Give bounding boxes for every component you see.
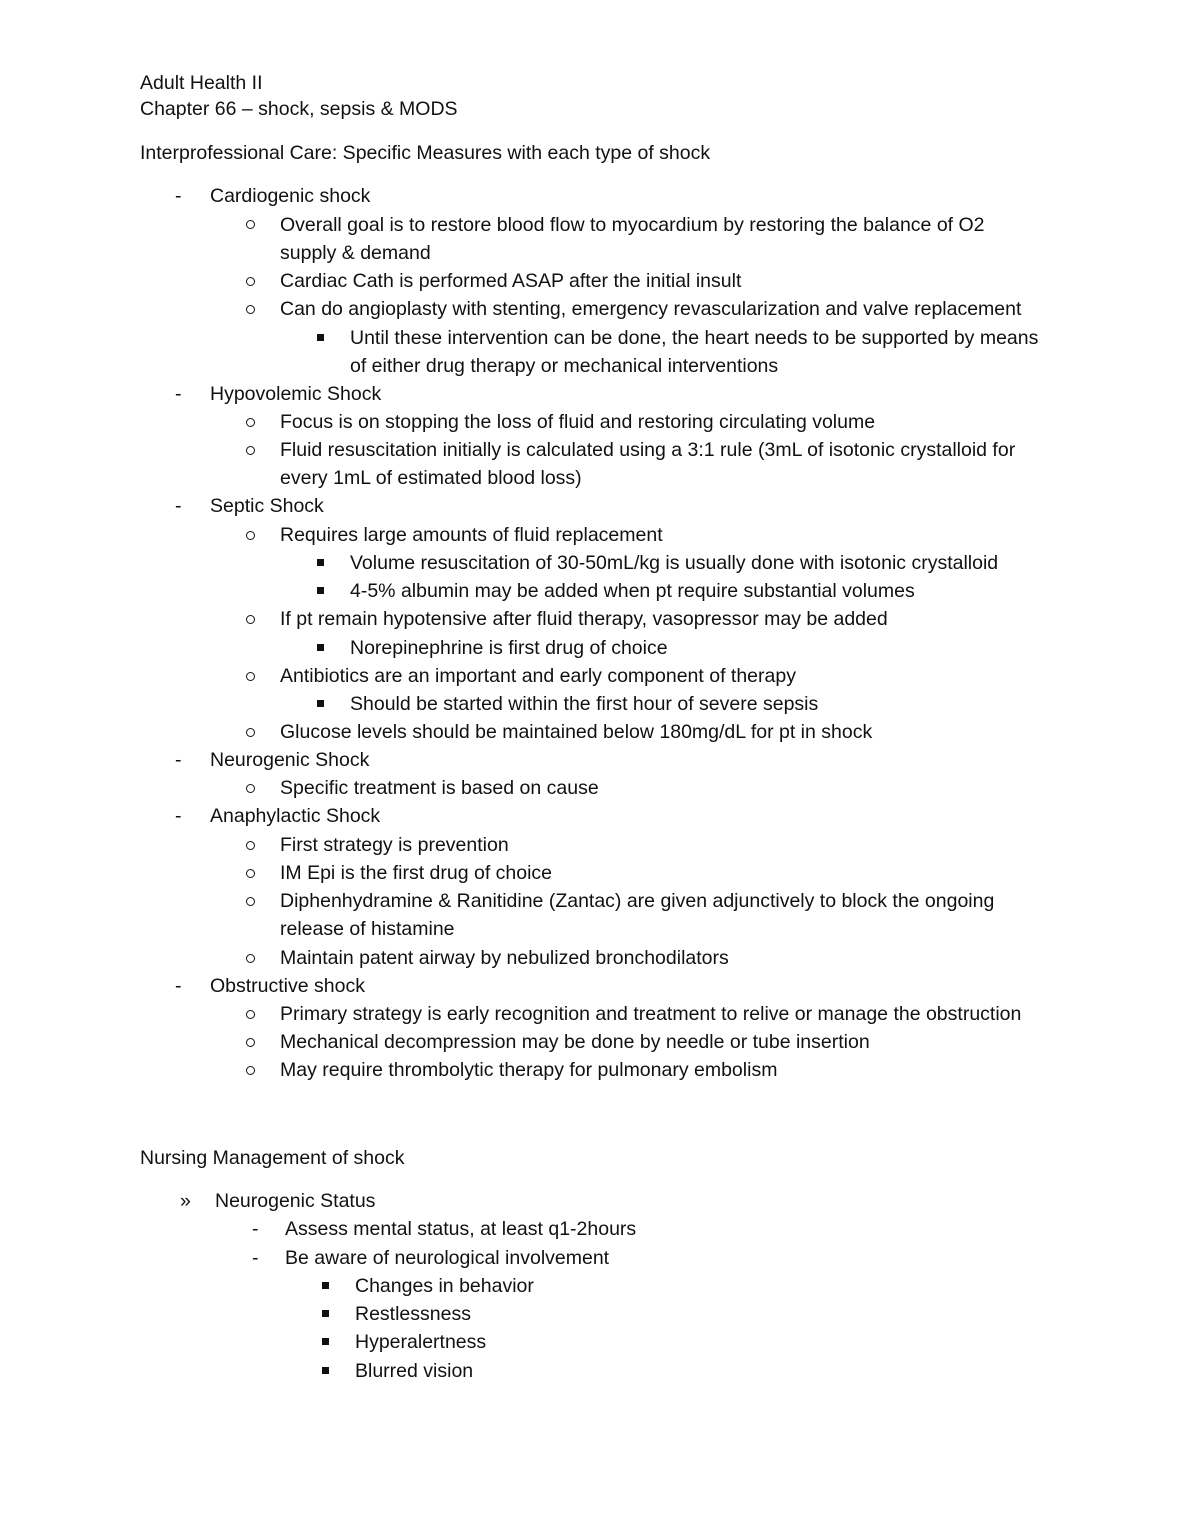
list-item: Cardiac Cath is performed ASAP after the initial insult — [280, 270, 742, 292]
square-bullet — [317, 700, 324, 707]
list-item: Assess mental status, at least q1-2hours — [285, 1218, 637, 1240]
circle-bullet — [246, 784, 255, 793]
section-title-interprofessional: Interprofessional Care: Specific Measures with each type of shock — [140, 142, 711, 164]
circle-bullet — [246, 1066, 255, 1075]
dash-bullet: - — [175, 749, 182, 771]
chapter-title: Chapter 66 – shock, sepsis & MODS — [140, 98, 458, 120]
square-bullet — [322, 1367, 329, 1374]
square-bullet — [317, 644, 324, 651]
dash-bullet: - — [175, 805, 182, 827]
circle-bullet — [246, 220, 255, 229]
list-item: Focus is on stopping the loss of fluid and restoring circulating volume — [280, 411, 876, 433]
heading-anaphylactic: Anaphylactic Shock — [210, 805, 381, 827]
list-item: Specific treatment is based on cause — [280, 777, 599, 799]
sub-list-item-continued: of either drug therapy or mechanical interventions — [350, 355, 779, 377]
dash-bullet: - — [252, 1218, 259, 1240]
circle-bullet — [246, 841, 255, 850]
list-item: Antibiotics are an important and early component of therapy — [280, 665, 796, 687]
list-item: IM Epi is the first drug of choice — [280, 862, 553, 884]
dash-bullet: - — [175, 975, 182, 997]
list-item-continued: supply & demand — [280, 242, 431, 264]
heading-obstructive: Obstructive shock — [210, 975, 365, 997]
sub-list-item: Norepinephrine is first drug of choice — [350, 637, 668, 659]
square-bullet — [317, 587, 324, 594]
list-item-continued: release of histamine — [280, 918, 455, 940]
sub-list-item: 4-5% albumin may be added when pt require substantial volumes — [350, 580, 915, 602]
list-item: First strategy is prevention — [280, 834, 509, 856]
square-bullet — [322, 1282, 329, 1289]
circle-bullet — [246, 531, 255, 540]
heading-neurogenic: Neurogenic Shock — [210, 749, 370, 771]
course-title: Adult Health II — [140, 72, 263, 94]
sub-list-item: Volume resuscitation of 30-50mL/kg is usually done with isotonic crystalloid — [350, 552, 999, 574]
dash-bullet: - — [175, 383, 182, 405]
circle-bullet — [246, 615, 255, 624]
arrow-bullet: » — [180, 1190, 191, 1212]
circle-bullet — [246, 1038, 255, 1047]
list-item: Overall goal is to restore blood flow to myocardium by restoring the balance of O2 — [280, 214, 985, 236]
list-item: Glucose levels should be maintained below 180mg/dL for pt in shock — [280, 721, 873, 743]
list-item: Be aware of neurological involvement — [285, 1247, 610, 1269]
dash-bullet: - — [252, 1247, 259, 1269]
heading-septic: Septic Shock — [210, 495, 324, 517]
list-item: Requires large amounts of fluid replacement — [280, 524, 663, 546]
list-item: Fluid resuscitation initially is calculated using a 3:1 rule (3mL of isotonic crystalloid for — [280, 439, 1016, 461]
list-item: Maintain patent airway by nebulized bronchodilators — [280, 947, 729, 969]
heading-cardiogenic: Cardiogenic shock — [210, 185, 371, 207]
square-bullet — [317, 559, 324, 566]
heading-neurogenic-status: Neurogenic Status — [215, 1190, 376, 1212]
circle-bullet — [246, 418, 255, 427]
square-bullet — [322, 1310, 329, 1317]
dash-bullet: - — [175, 185, 182, 207]
list-item: Can do angioplasty with stenting, emergency revascularization and valve replacement — [280, 298, 1022, 320]
list-item: May require thrombolytic therapy for pulmonary embolism — [280, 1059, 778, 1081]
circle-bullet — [246, 672, 255, 681]
list-item: If pt remain hypotensive after fluid therapy, vasopressor may be added — [280, 608, 888, 630]
sub-list-item: Until these intervention can be done, the heart needs to be supported by means — [350, 327, 1039, 349]
square-bullet — [322, 1338, 329, 1345]
list-item-continued: every 1mL of estimated blood loss) — [280, 467, 582, 489]
sub-list-item: Should be started within the first hour of severe sepsis — [350, 693, 819, 715]
circle-bullet — [246, 446, 255, 455]
sub-list-item: Blurred vision — [355, 1360, 474, 1382]
dash-bullet: - — [175, 495, 182, 517]
sub-list-item: Changes in behavior — [355, 1275, 534, 1297]
heading-hypovolemic: Hypovolemic Shock — [210, 383, 382, 405]
square-bullet — [317, 334, 324, 341]
circle-bullet — [246, 869, 255, 878]
list-item: Diphenhydramine & Ranitidine (Zantac) are given adjunctively to block the ongoing — [280, 890, 995, 912]
list-item: Mechanical decompression may be done by needle or tube insertion — [280, 1031, 870, 1053]
circle-bullet — [246, 1010, 255, 1019]
circle-bullet — [246, 954, 255, 963]
sub-list-item: Restlessness — [355, 1303, 471, 1325]
circle-bullet — [246, 277, 255, 286]
sub-list-item: Hyperalertness — [355, 1331, 487, 1353]
section-title-nursing-management: Nursing Management of shock — [140, 1147, 405, 1169]
circle-bullet — [246, 305, 255, 314]
list-item: Primary strategy is early recognition and treatment to relive or manage the obstruction — [280, 1003, 1022, 1025]
circle-bullet — [246, 728, 255, 737]
circle-bullet — [246, 897, 255, 906]
